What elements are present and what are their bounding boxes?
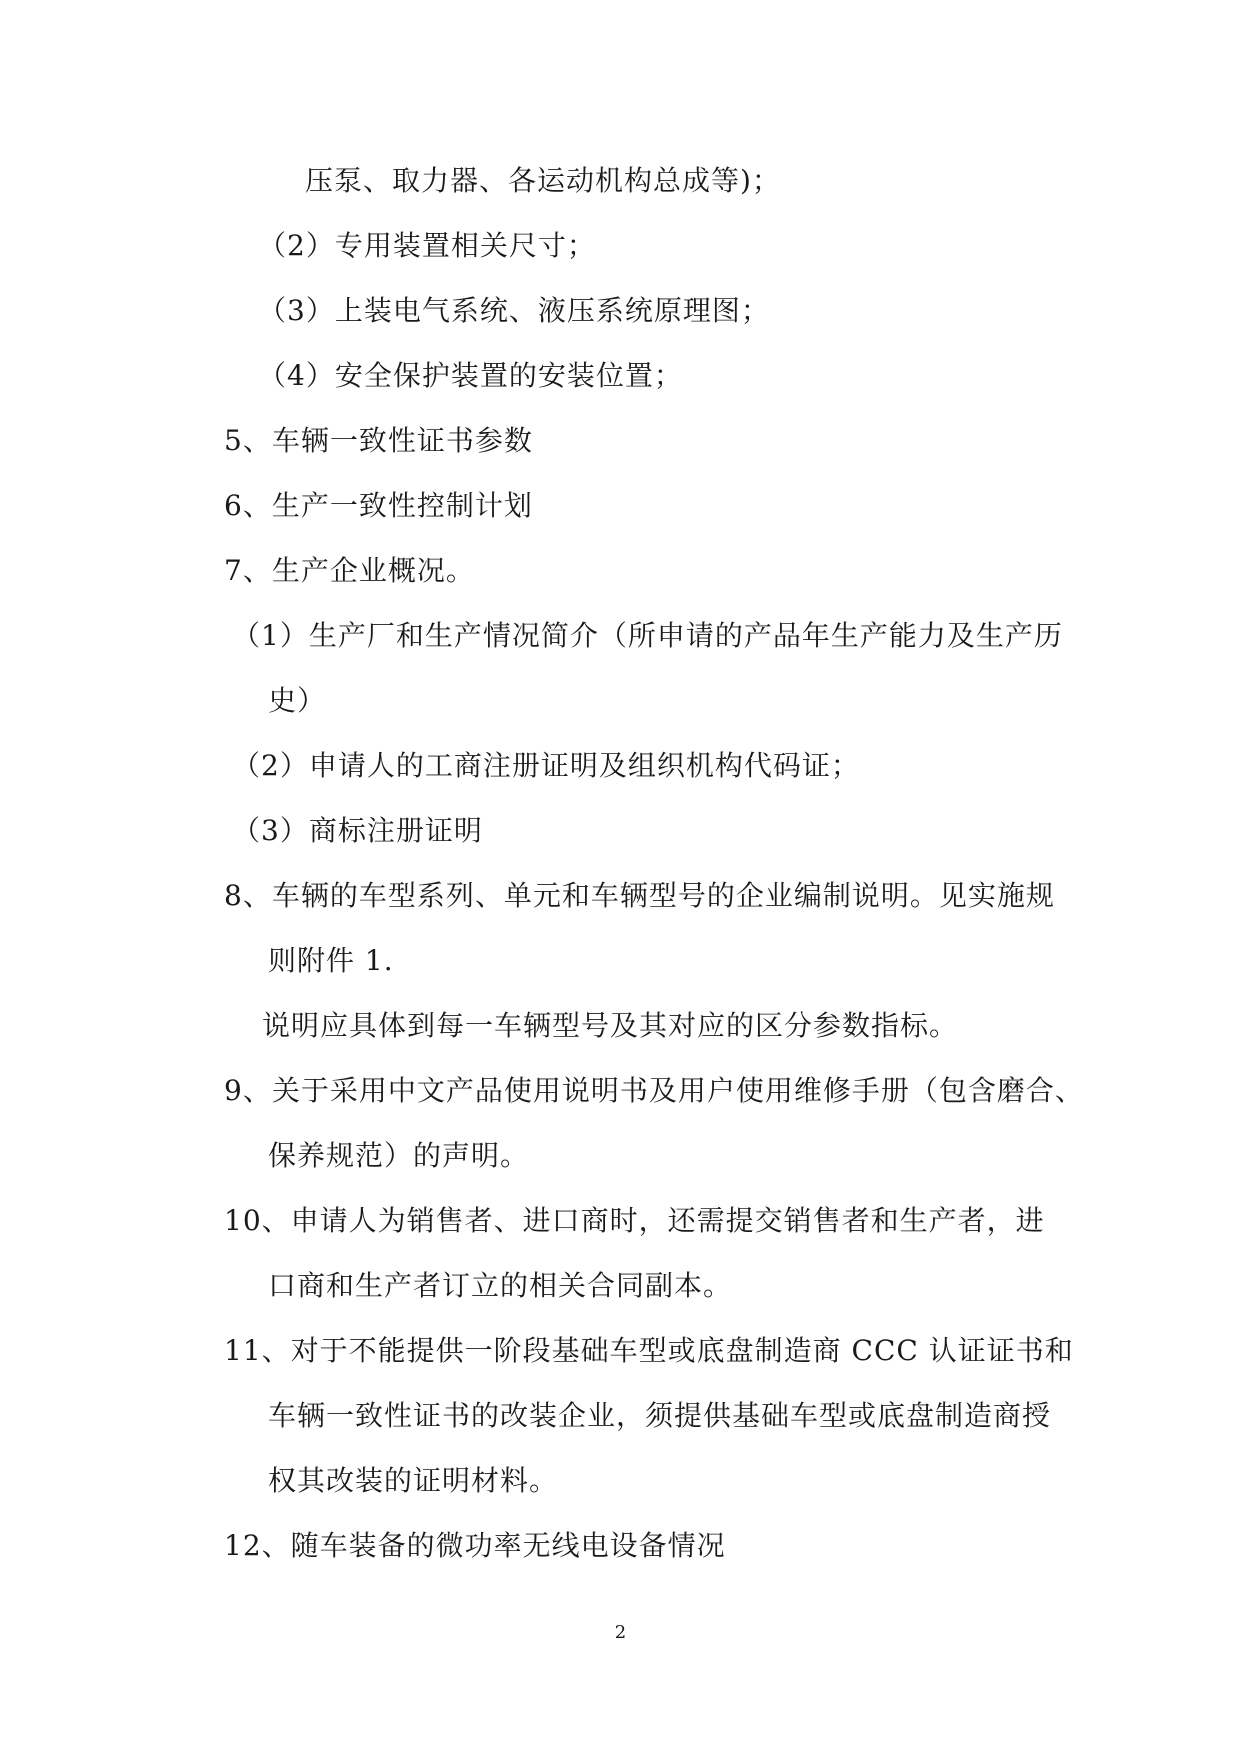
text-line: 史） [268, 684, 327, 717]
text-line: 5、车辆一致性证书参数 [224, 424, 533, 457]
text-line: 11、对于不能提供一阶段基础车型或底盘制造商 CCC 认证证书和 [224, 1334, 1074, 1367]
text-line: （1）生产厂和生产情况简介（所申请的产品年生产能力及生产历 [232, 619, 1063, 652]
text-line: 9、关于采用中文产品使用说明书及用户使用维修手册（包含磨合、 [224, 1074, 1084, 1107]
text-line: 10、申请人为销售者、进口商时，还需提交销售者和生产者，进 [224, 1204, 1045, 1237]
text-line: 则附件 1. [268, 944, 394, 977]
text-line: 12、随车装备的微功率无线电设备情况 [224, 1529, 726, 1562]
text-line: （4）安全保护装置的安装位置； [258, 359, 683, 392]
text-line: （3）商标注册证明 [232, 814, 483, 847]
text-line: 6、生产一致性控制计划 [224, 489, 533, 522]
text-line: （2）申请人的工商注册证明及组织机构代码证； [232, 749, 860, 782]
text-line: 保养规范）的声明。 [268, 1139, 530, 1172]
text-line: 车辆一致性证书的改装企业，须提供基础车型或底盘制造商授 [268, 1399, 1052, 1432]
text-line: 权其改装的证明材料。 [268, 1464, 559, 1497]
text-line: 7、生产企业概况。 [224, 554, 475, 587]
text-line: 说明应具体到每一车辆型号及其对应的区分参数指标。 [262, 1009, 959, 1042]
text-line: 口商和生产者订立的相关合同副本。 [268, 1269, 733, 1302]
page-number: 2 [614, 1622, 627, 1643]
text-line: 压泵、取力器、各运动机构总成等)； [305, 164, 781, 197]
text-line: 8、车辆的车型系列、单元和车辆型号的企业编制说明。见实施规 [224, 879, 1055, 912]
text-line: （2）专用装置相关尺寸； [258, 229, 596, 262]
text-line: （3）上装电气系统、液压系统原理图； [258, 294, 770, 327]
